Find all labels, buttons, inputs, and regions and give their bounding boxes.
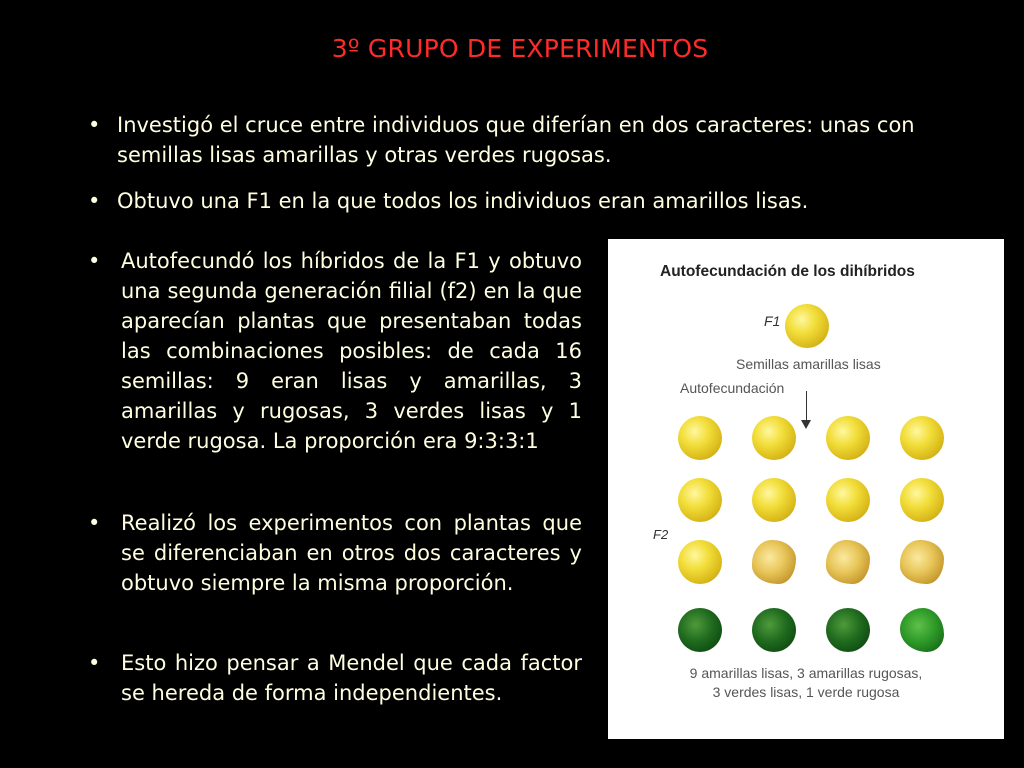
bullet-dot: • [88,113,101,137]
f2-seed-icon [752,540,796,584]
process-label: Autofecundación [680,380,785,396]
f2-seed-icon [826,540,870,584]
f2-seed-icon [900,478,944,522]
bullet-item [88,648,582,708]
f2-seed-icon [900,608,944,652]
caption-line: 9 amarillas lisas, 3 amarillas rugosas, [689,665,923,681]
f2-seed-icon [826,608,870,652]
f2-seed-icon [752,608,796,652]
bullet-text: Realizó los experimentos con plantas que se diferenciaban en otros dos caracteres y obtuvo siempre la misma proporción. [121,511,582,595]
bullet-dot: • [88,249,101,273]
f1-seed-icon [785,304,829,348]
dihybrid-figure [608,239,1004,739]
f2-seed-icon [826,416,870,460]
f2-label: F2 [653,527,669,542]
caption-line: 3 verdes lisas, 1 verde rugosa [712,684,900,700]
figure-title: Autofecundación de los dihíbridos [660,263,915,280]
bullet-text: Obtuvo una F1 en la que todos los individuos eran amarillos lisas. [117,189,809,213]
slide-title: 3º GRUPO DE EXPERIMENTOS [331,34,709,63]
f2-seed-icon [678,540,722,584]
f2-seed-icon [826,478,870,522]
f2-seed-icon [752,416,796,460]
bullet-text: Investigó el cruce entre individuos que diferían en dos caracteres: unas con semillas lisas amarillas y otras verdes rugosas. [117,113,915,167]
bullet-item [88,186,928,216]
f2-seed-icon [752,478,796,522]
bullet-item [88,246,582,456]
arrowhead-icon [801,420,811,429]
bullet-dot: • [88,651,101,675]
bullet-dot: • [88,189,101,213]
bullet-item [88,508,582,598]
f2-seed-icon [900,416,944,460]
bullet-text: Autofecundó los híbridos de la F1 y obtuvo una segunda generación filial (f2) en la que aparecían plantas que presentaban todas las combinaciones posibles: de cada 16 semillas: 9 eran lisas y amarillas, 3 amarillas y rugosas, 3 verdes lisas y 1 verde rugosa. La proporción era 9:3:3:1 [121,249,582,453]
bullet-text: Esto hizo pensar a Mendel que cada factor se hereda de forma independientes. [121,651,582,705]
f2-seed-icon [678,478,722,522]
f2-seed-icon [678,608,722,652]
bullet-item [88,110,928,170]
f2-seed-icon [900,540,944,584]
f1-seed-caption: Semillas amarillas lisas [736,356,881,372]
bullet-dot: • [88,511,101,535]
f1-label: F1 [764,313,781,329]
figure-caption [608,664,1004,702]
f2-seed-icon [678,416,722,460]
